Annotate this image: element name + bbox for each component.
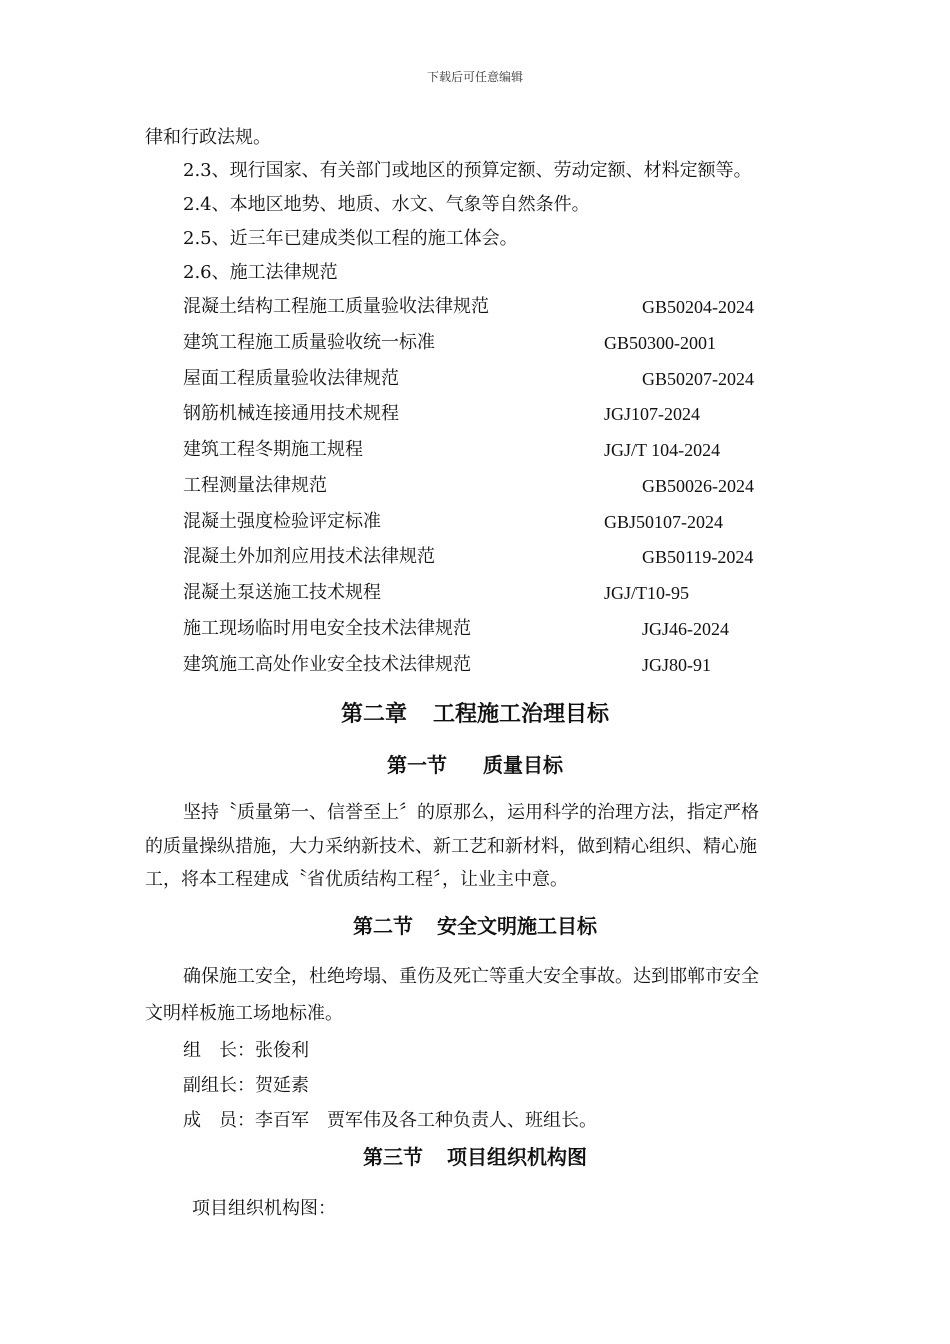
section-title [0,752,950,778]
section-name: 质量目标 [483,753,563,777]
standard-code: GB50204-2024 [642,297,754,317]
team-deputy: 副组长：贺延素 [183,1075,309,1096]
section-number: 第一节 [387,753,447,777]
team-members: 成 员：李百军 贾军伟及各工种负责人、班组长。 [183,1110,597,1131]
body-line: 工，将本工程建成〝省优质结构工程〞，让业主中意。 [145,869,568,890]
standard-code: GBJ50107-2024 [604,512,724,532]
standard-name: 钢筋机械连接通用技术规程 [183,403,399,424]
standard-code: GB50207-2024 [642,369,754,389]
section-number: 第二节 [353,914,413,938]
standard-name: 工程测量法律规范 [183,475,327,496]
chapter-title [0,700,950,728]
chapter-number: 第二章 [340,701,407,727]
section-name: 安全文明施工目标 [437,914,597,938]
standard-name: 建筑工程冬期施工规程 [183,439,363,460]
standard-name: 混凝土结构工程施工质量验收法律规范 [183,296,489,317]
standard-name: 混凝土泵送施工技术规程 [183,582,381,603]
standard-code: JGJ/T 104-2024 [604,440,721,460]
standard-name: 建筑工程施工质量验收统一标准 [183,332,435,353]
section-title [0,913,950,939]
section-number: 第三节 [363,1145,423,1169]
intro-line: 2.3、现行国家、有关部门或地区的预算定额、劳动定额、材料定额等。 [183,160,752,181]
standard-code: JGJ46-2024 [642,619,730,639]
body-line: 的质量操纵措施，大力采纳新技术、新工艺和新材料，做到精心组织、精心施 [145,836,757,857]
body-line: 确保施工安全，杜绝垮塌、重伤及死亡等重大安全事故。达到邯郸市安全 [183,966,759,987]
standard-name: 混凝土强度检验评定标准 [183,511,381,532]
standard-code: JGJ107-2024 [604,404,701,424]
intro-line: 2.6、施工法律规范 [183,262,338,283]
intro-line: 2.4、本地区地势、地质、水文、气象等自然条件。 [183,194,590,215]
org-chart-caption: 项目组织机构图： [192,1198,336,1219]
body-line: 坚持〝质量第一、信誉至上〞的原那么，运用科学的治理方法，指定严格 [183,802,759,823]
team-leader: 组 长：张俊利 [183,1040,309,1061]
standard-name: 建筑施工高处作业安全技术法律规范 [183,654,471,675]
intro-line: 2.5、近三年已建成类似工程的施工体会。 [183,228,518,249]
standard-name: 施工现场临时用电安全技术法律规范 [183,618,471,639]
intro-line: 律和行政法规。 [145,127,271,148]
chapter-name: 工程施工治理目标 [433,701,610,727]
section-title [0,1144,950,1170]
body-line: 文明样板施工场地标准。 [145,1003,343,1024]
page-header-note: 下载后可任意编辑 [426,70,523,84]
section-name: 项目组织机构图 [447,1145,587,1169]
standard-name: 屋面工程质量验收法律规范 [183,368,399,389]
standard-code: JGJ80-91 [642,655,712,675]
standard-code: GB50119-2024 [642,547,754,567]
standard-name: 混凝土外加剂应用技术法律规范 [183,546,435,567]
standard-code: GB50026-2024 [642,476,754,496]
standard-code: JGJ/T10-95 [604,583,689,603]
standard-code: GB50300-2001 [604,333,716,353]
